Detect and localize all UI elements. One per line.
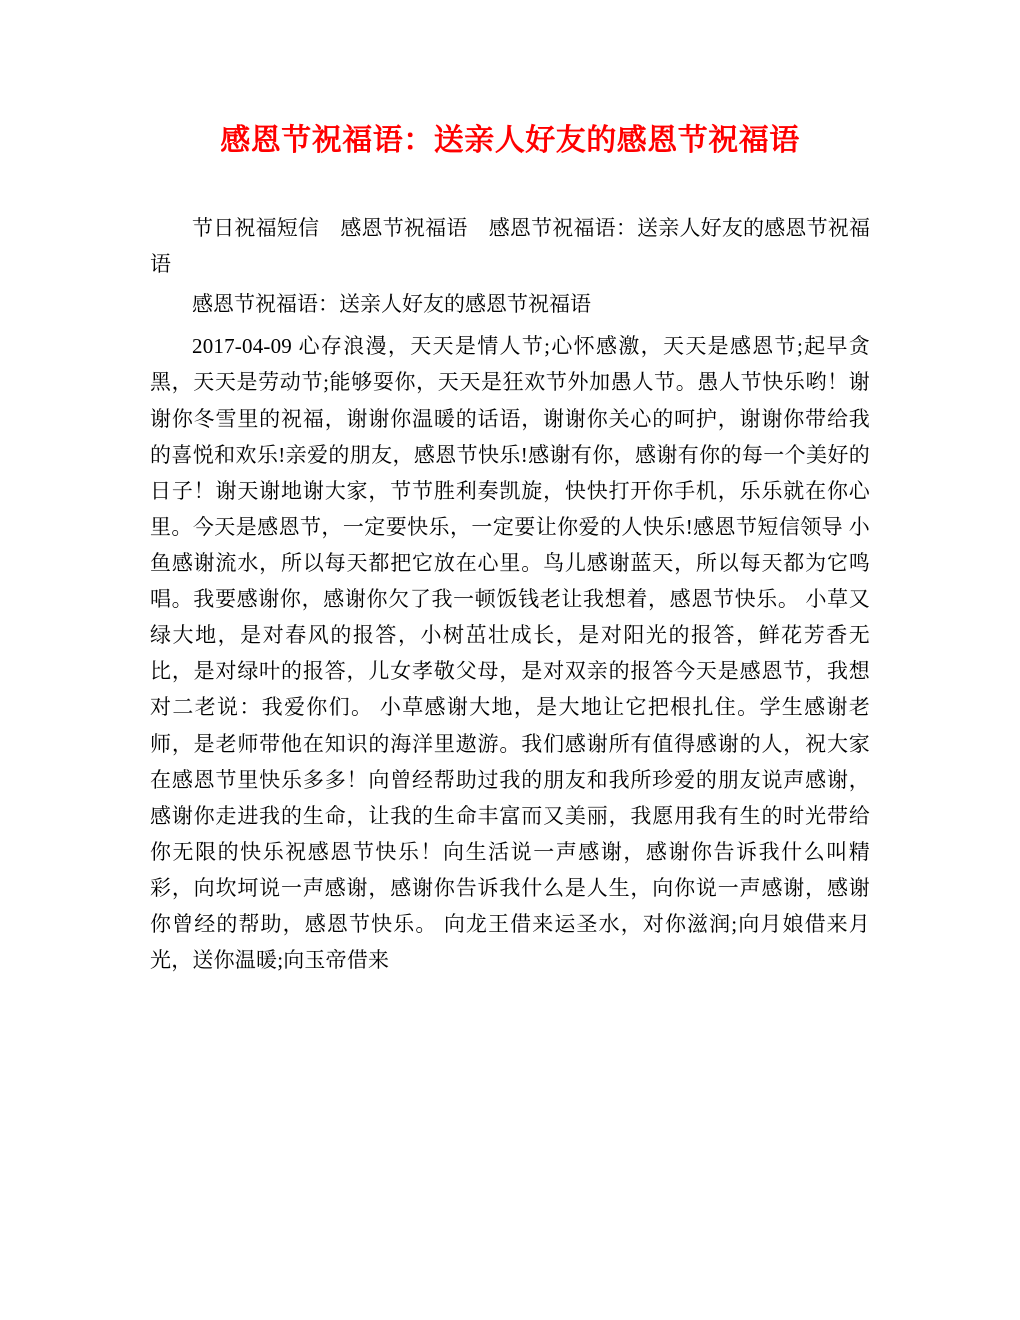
- body-paragraph: 2017-04-09 心存浪漫，天天是情人节;心怀感激，天天是感恩节;起早贪黑，天天是劳动节;能够耍你，天天是狂欢节外加愚人节。愚人节快乐哟！谢谢你冬雪里的祝福，谢谢你温暖的话语，谢谢你关心的呵护，谢谢你带给我的喜悦和欢乐!亲爱的朋友，感恩节快乐!感谢有你，感谢有你的每一个美好的日子！谢天谢地谢大家，节节胜利奏凯旋，快快打开你手机，乐乐就在你心里。今天是感恩节，一定要快乐，一定要让你爱的人快乐!感恩节短信领导 小鱼感谢流水，所以每天都把它放在心里。鸟儿感谢蓝天，所以每天都为它鸣唱。我要感谢你，感谢你欠了我一顿饭钱老让我想着，感恩节快乐。 小草又绿大地，是对春风的报答，小树茁壮成长，是对阳光的报答，鲜花芳香无比，是对绿叶的报答，儿女孝敬父母，是对双亲的报答今天是感恩节，我想对二老说：我爱你们。 小草感谢大地，是大地让它把根扎住。学生感谢老师，是老师带他在知识的海洋里遨游。我们感谢所有值得感谢的人，祝大家在感恩节里快乐多多！向曾经帮助过我的朋友和我所珍爱的朋友说声感谢，感谢你走进我的生命，让我的生命丰富而又美丽，我愿用我有生的时光带给你无限的快乐祝感恩节快乐！向生活说一声感谢，感谢你告诉我什么叫精彩，向坎坷说一声感谢，感谢你告诉我什么是人生，向你说一声感谢，感谢你曾经的帮助，感恩节快乐。 向龙王借来运圣水，对你滋润;向月娘借来月光，送你温暖;向玉帝借来: [150, 334, 870, 973]
- breadcrumb: 节日祝福短信 感恩节祝福语 感恩节祝福语：送亲人好友的感恩节祝福语: [150, 216, 870, 277]
- page-title: 感恩节祝福语：送亲人好友的感恩节祝福语: [220, 124, 800, 157]
- document-subtitle: 感恩节祝福语：送亲人好友的感恩节祝福语: [192, 292, 591, 317]
- document-body: [150, 210, 870, 978]
